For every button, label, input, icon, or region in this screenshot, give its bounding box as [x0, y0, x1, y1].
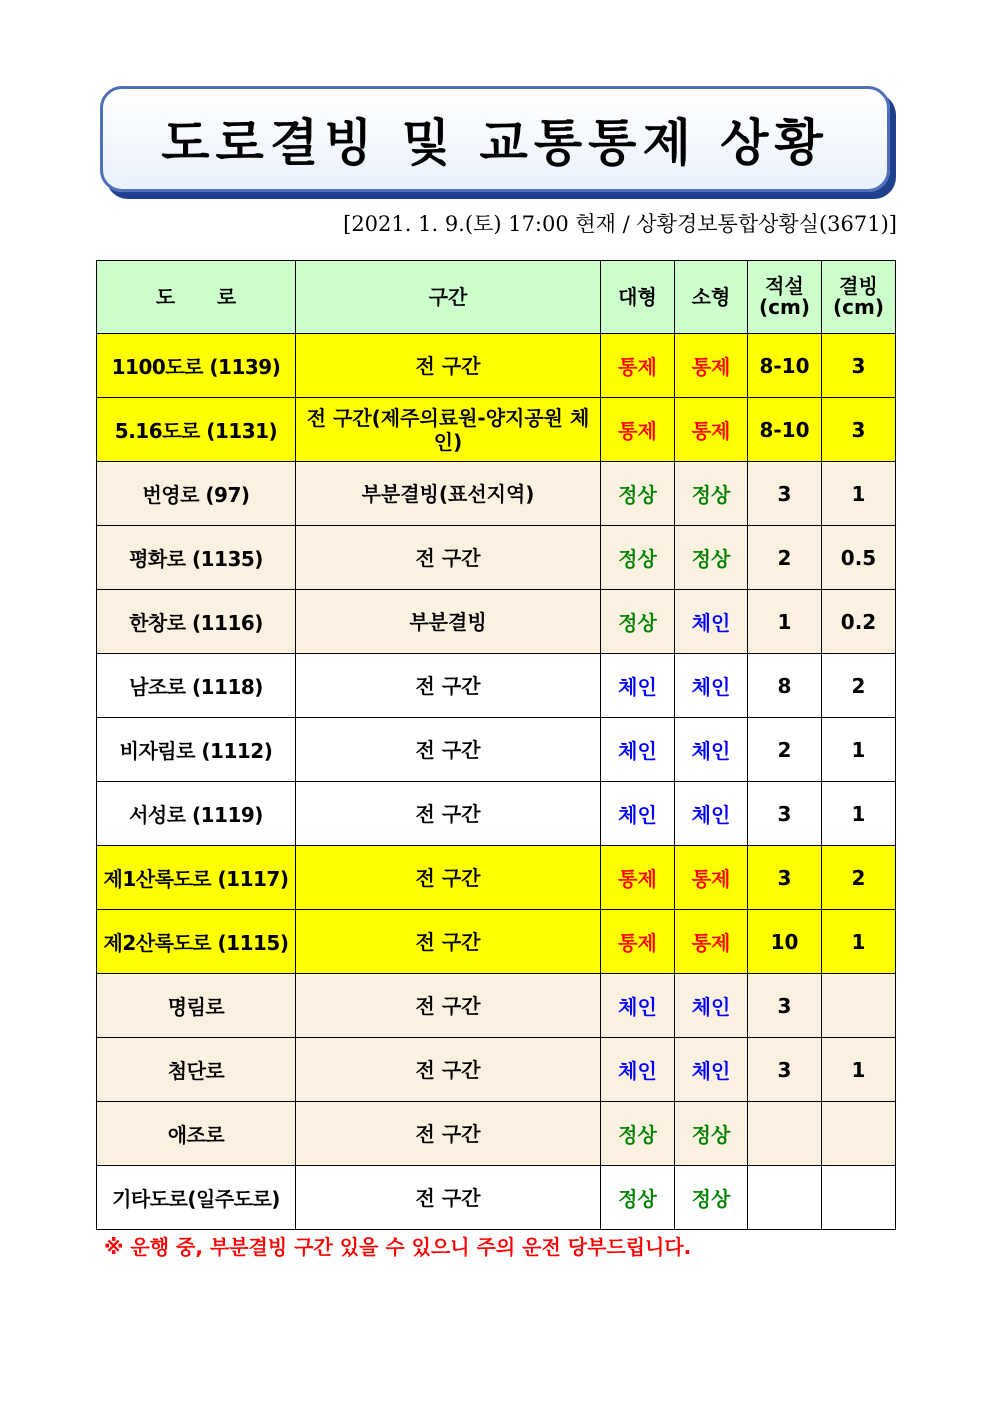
ice-depth-cell: 0.5: [822, 526, 896, 590]
large-vehicle-status-cell: 정상: [601, 590, 675, 654]
snow-depth-cell: 3: [748, 462, 822, 526]
table-row: [97, 334, 896, 398]
section-cell: 전 구간: [296, 1166, 601, 1230]
large-vehicle-status-cell: 정상: [601, 1102, 675, 1166]
small-vehicle-status-cell: 정상: [675, 526, 748, 590]
table-row: [97, 654, 896, 718]
large-vehicle-status-cell: 정상: [601, 1166, 675, 1230]
snow-depth-cell: 1: [748, 590, 822, 654]
column-header-large-vehicle: 대형: [601, 261, 675, 334]
large-vehicle-status-cell: 체인: [601, 718, 675, 782]
road-status-table: [96, 260, 896, 1230]
large-vehicle-status-cell: 통제: [601, 398, 675, 462]
ice-depth-cell: [822, 1166, 896, 1230]
table-row: [97, 398, 896, 462]
road-name-cell: 제2산록도로 (1115): [97, 910, 296, 974]
small-vehicle-status-cell: 통제: [675, 334, 748, 398]
snow-depth-cell: 2: [748, 718, 822, 782]
small-vehicle-status-cell: 체인: [675, 590, 748, 654]
road-name-cell: 5.16도로 (1131): [97, 398, 296, 462]
section-cell: 전 구간: [296, 526, 601, 590]
snow-depth-cell: 3: [748, 782, 822, 846]
snow-depth-cell: 3: [748, 1038, 822, 1102]
table-row: [97, 1166, 896, 1230]
snow-depth-cell: 8: [748, 654, 822, 718]
ice-depth-cell: 1: [822, 462, 896, 526]
snow-depth-cell: 3: [748, 974, 822, 1038]
small-vehicle-status-cell: 정상: [675, 1166, 748, 1230]
section-cell: 전 구간: [296, 334, 601, 398]
road-name-cell: 1100도로 (1139): [97, 334, 296, 398]
road-name-cell: 비자림로 (1112): [97, 718, 296, 782]
table-row: [97, 974, 896, 1038]
road-name-cell: 애조로: [97, 1102, 296, 1166]
snow-depth-cell: 2: [748, 526, 822, 590]
ice-depth-cell: 3: [822, 398, 896, 462]
road-name-cell: 서성로 (1119): [97, 782, 296, 846]
small-vehicle-status-cell: 체인: [675, 782, 748, 846]
table-row: [97, 1038, 896, 1102]
table-row: [97, 1102, 896, 1166]
snow-depth-cell: 8-10: [748, 398, 822, 462]
table-row: [97, 846, 896, 910]
large-vehicle-status-cell: 통제: [601, 334, 675, 398]
ice-depth-cell: 1: [822, 782, 896, 846]
section-cell: 전 구간: [296, 1038, 601, 1102]
snow-depth-cell: [748, 1166, 822, 1230]
ice-depth-cell: 0.2: [822, 590, 896, 654]
road-name-cell: 명림로: [97, 974, 296, 1038]
table-row: [97, 718, 896, 782]
road-name-cell: 한창로 (1116): [97, 590, 296, 654]
ice-depth-cell: 1: [822, 1038, 896, 1102]
column-header-road: 도 로: [97, 261, 296, 334]
large-vehicle-status-cell: 정상: [601, 462, 675, 526]
road-name-cell: 첨단로: [97, 1038, 296, 1102]
large-vehicle-status-cell: 체인: [601, 1038, 675, 1102]
large-vehicle-status-cell: 통제: [601, 910, 675, 974]
large-vehicle-status-cell: 정상: [601, 526, 675, 590]
table-header-row: [97, 261, 896, 334]
road-name-cell: 제1산록도로 (1117): [97, 846, 296, 910]
snow-depth-cell: 8-10: [748, 334, 822, 398]
ice-depth-cell: [822, 1102, 896, 1166]
ice-depth-cell: 2: [822, 846, 896, 910]
large-vehicle-status-cell: 통제: [601, 846, 675, 910]
road-name-cell: 기타도로(일주도로): [97, 1166, 296, 1230]
table-row: [97, 462, 896, 526]
section-cell: 부분결빙: [296, 590, 601, 654]
section-cell: 전 구간: [296, 846, 601, 910]
snow-depth-cell: [748, 1102, 822, 1166]
snow-depth-cell: 10: [748, 910, 822, 974]
section-cell: 전 구간: [296, 718, 601, 782]
section-cell: 전 구간(제주의료원-양지공원 체인): [296, 398, 601, 462]
page-title: 도로결빙 및 교통통제 상황: [161, 114, 829, 172]
snow-depth-cell: 3: [748, 846, 822, 910]
section-cell: 전 구간: [296, 910, 601, 974]
column-header-section: 구간: [296, 261, 601, 334]
large-vehicle-status-cell: 체인: [601, 782, 675, 846]
section-cell: 전 구간: [296, 654, 601, 718]
column-header-snow-depth: 적설 (cm): [748, 261, 822, 334]
table-row: [97, 590, 896, 654]
caution-notice: ※ 운행 중, 부분결빙 구간 있을 수 있으니 주의 운전 당부드립니다.: [104, 1235, 692, 1259]
small-vehicle-status-cell: 정상: [675, 1102, 748, 1166]
small-vehicle-status-cell: 체인: [675, 718, 748, 782]
road-name-cell: 번영로 (97): [97, 462, 296, 526]
small-vehicle-status-cell: 체인: [675, 974, 748, 1038]
section-cell: 부분결빙(표선지역): [296, 462, 601, 526]
ice-depth-cell: 1: [822, 718, 896, 782]
section-cell: 전 구간: [296, 782, 601, 846]
large-vehicle-status-cell: 체인: [601, 654, 675, 718]
small-vehicle-status-cell: 체인: [675, 1038, 748, 1102]
small-vehicle-status-cell: 체인: [675, 654, 748, 718]
section-cell: 전 구간: [296, 1102, 601, 1166]
ice-depth-cell: 3: [822, 334, 896, 398]
small-vehicle-status-cell: 통제: [675, 398, 748, 462]
column-header-ice-depth: 결빙 (cm): [822, 261, 896, 334]
large-vehicle-status-cell: 체인: [601, 974, 675, 1038]
road-name-cell: 평화로 (1135): [97, 526, 296, 590]
column-header-small-vehicle: 소형: [675, 261, 748, 334]
small-vehicle-status-cell: 통제: [675, 910, 748, 974]
ice-depth-cell: [822, 974, 896, 1038]
ice-depth-cell: 2: [822, 654, 896, 718]
ice-depth-cell: 1: [822, 910, 896, 974]
table-row: [97, 910, 896, 974]
small-vehicle-status-cell: 정상: [675, 462, 748, 526]
small-vehicle-status-cell: 통제: [675, 846, 748, 910]
road-name-cell: 남조로 (1118): [97, 654, 296, 718]
section-cell: 전 구간: [296, 974, 601, 1038]
table-row: [97, 782, 896, 846]
report-timestamp: [2021. 1. 9.(토) 17:00 현재 / 상황경보통합상황실(3671)]: [343, 212, 897, 236]
title-banner: [100, 86, 890, 192]
table-row: [97, 526, 896, 590]
